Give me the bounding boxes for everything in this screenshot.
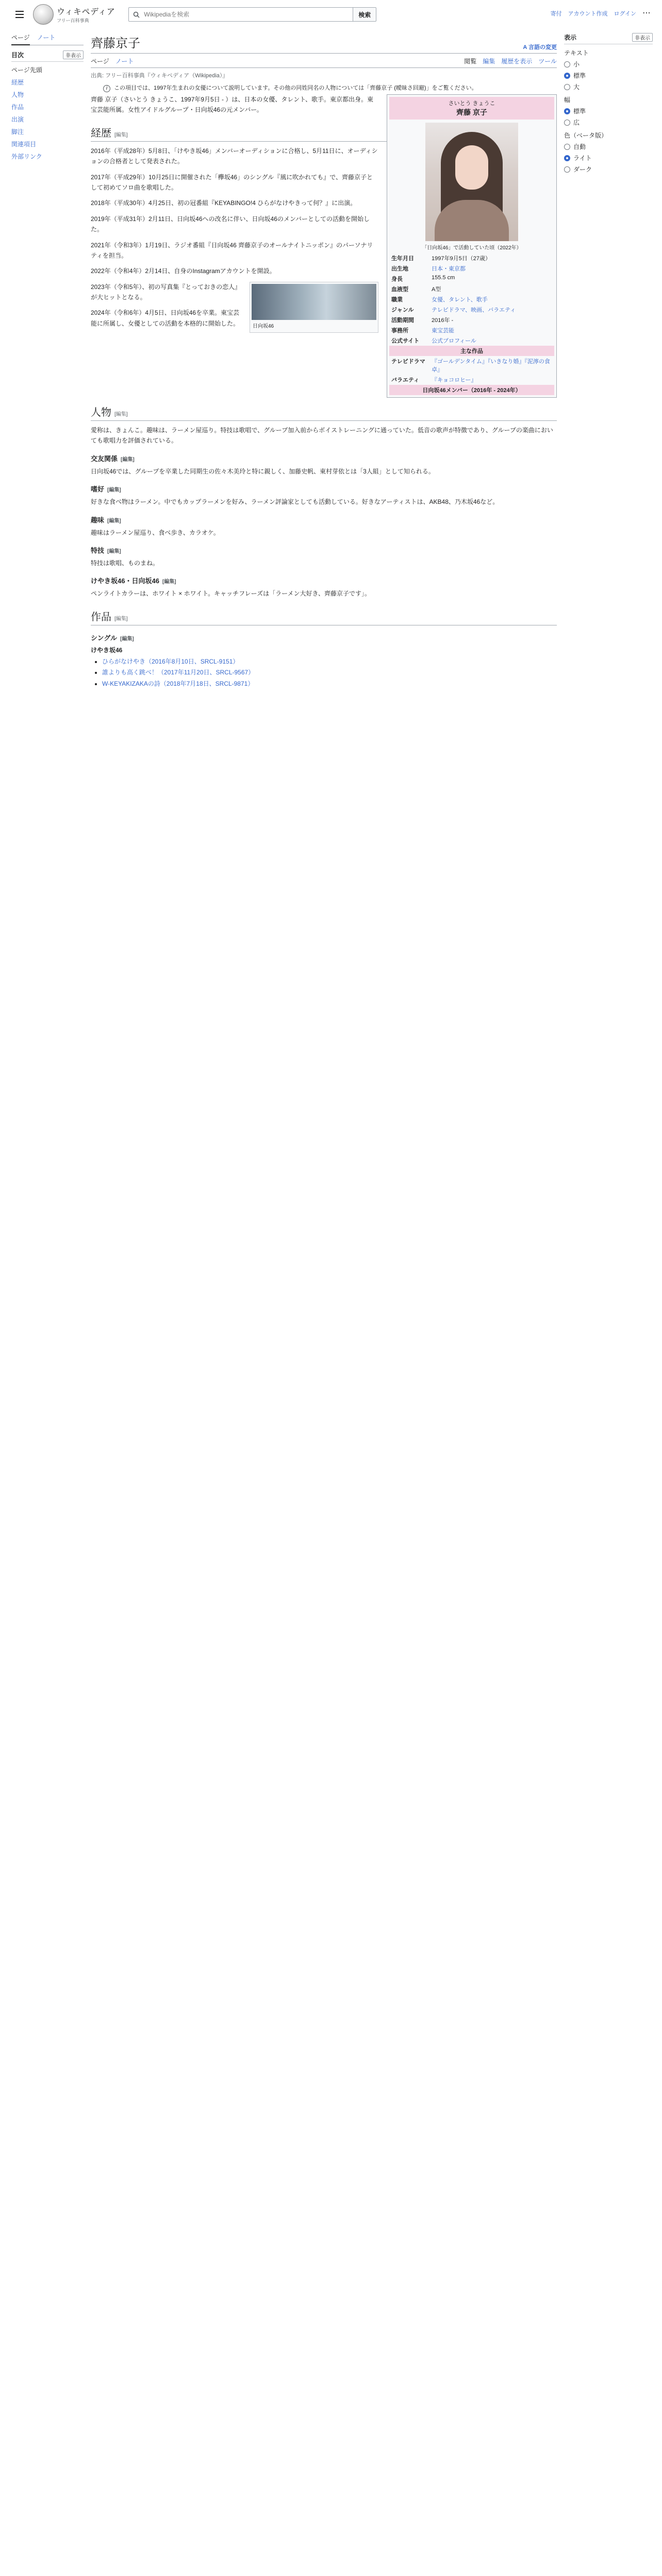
ib-key: 公式サイト: [391, 338, 420, 344]
ib-value[interactable]: 公式プロフィール: [432, 338, 476, 344]
section-person: 人物 [編集]: [91, 404, 557, 421]
history-paragraph: 2018年（平成30年）4月25日、初の冠番組『KEYABINGO!4 ひらがなけやきって何？』に出演。: [91, 199, 357, 207]
infobox-kana: さいとう きょうこ: [448, 100, 495, 107]
color-label: 色（ベータ版）: [564, 132, 608, 139]
main-content: [91, 33, 557, 696]
ib-key: テレビドラマ: [391, 359, 425, 365]
tab-history[interactable]: 履歴を表示: [501, 58, 533, 65]
hatnote: [91, 83, 557, 92]
login-link[interactable]: ログイン: [614, 11, 636, 17]
edit-link[interactable]: [編集]: [114, 132, 128, 138]
singles-list: [91, 656, 557, 690]
single-link[interactable]: 誰よりも高く跳べ！（2017年11月20日、SRCL-9567）: [102, 669, 255, 676]
edit-link[interactable]: [編集]: [114, 412, 128, 417]
edit-link[interactable]: [編集]: [107, 548, 121, 554]
ib-value: 1997年9月5日（27歳）: [432, 256, 491, 262]
toc-item[interactable]: 外部リンク: [11, 153, 42, 160]
lead-paragraph: 齊藤 京子（さいとう きょうこ、1997年9月5日 - ）は、日本の女優、タレント、歌手。東京都出身。東宝芸能所属。女性アイドルグループ・日向坂46の元メンバー。: [91, 96, 373, 114]
history-paragraph: 2016年（平成28年）5月8日、「けやき坂46」メンバーオーディションに合格し、5月11日に、オーディションの合格者として発表された。: [91, 147, 378, 165]
search-field[interactable]: [128, 7, 353, 22]
ib-value: 155.5 cm: [432, 275, 455, 281]
edit-link[interactable]: [編集]: [121, 456, 135, 463]
search-input[interactable]: [143, 10, 339, 19]
logo-title: ウィキペディア: [57, 7, 115, 16]
edit-link[interactable]: [編集]: [107, 518, 121, 524]
tab-article[interactable]: ページ: [91, 58, 109, 65]
width-standard[interactable]: 標準: [564, 107, 653, 115]
edit-link[interactable]: [編集]: [162, 579, 176, 585]
ib-value: 2016年 -: [432, 317, 454, 324]
list-item: [102, 667, 557, 679]
ib-key: 職業: [391, 297, 403, 303]
likes-paragraph: 好きな食べ物はラーメン。中でもカップラーメンを好み、ラーメン評論家としても活動している。好きなアーティストは、AKB48、乃木坂46など。: [91, 498, 499, 506]
history-paragraph: 2022年（令和4年）2月14日、自身のInstagramアカウントを開設。: [91, 267, 276, 275]
color-auto[interactable]: 自動: [564, 142, 653, 151]
concert-photo[interactable]: [250, 282, 378, 333]
left-sidebar: [11, 33, 84, 164]
text-size-small[interactable]: 小: [564, 60, 653, 69]
ib-value[interactable]: 東宝芸能: [432, 328, 454, 334]
section-singles: シングル [編集]: [91, 634, 134, 642]
appearance-title: 表示: [564, 34, 577, 41]
language-button[interactable]: A 言語の変更: [523, 44, 557, 50]
section-works: 作品 [編集]: [91, 608, 557, 625]
infobox-title: [389, 97, 554, 120]
tab-page[interactable]: ページ: [11, 33, 30, 45]
more-options-icon[interactable]: ⋯: [642, 9, 651, 18]
ib-value[interactable]: 女優、タレント、歌手: [432, 297, 488, 303]
history-paragraph: 2017年（平成29年）10月25日に開催された「欅坂46」のシングル『風に吹かれても』で、齊藤京子として初めてソロ曲を歌唱した。: [91, 173, 373, 191]
width-label: 幅: [564, 96, 571, 104]
right-sidebar: [564, 33, 653, 182]
section-hobby: 趣味 [編集]: [91, 516, 121, 524]
info-icon: i: [103, 85, 110, 92]
infobox-works-header: 主な作品: [389, 346, 554, 356]
history-paragraph: 2021年（令和3年）1月19日、ラジオ番組『日向坂46 齊藤京子のオールナイトニッポン』のパーソナリティを担当。: [91, 241, 373, 259]
photo-caption: 日向坂46: [253, 323, 274, 329]
ib-key: ジャンル: [391, 307, 414, 313]
infobox-footer: 日向坂46メンバー（2016年 - 2024年）: [389, 385, 554, 395]
globe-icon: [33, 4, 54, 25]
text-size-standard[interactable]: 標準: [564, 71, 653, 80]
color-light[interactable]: ライト: [564, 154, 653, 162]
section-relations: 交友関係 [編集]: [91, 454, 135, 463]
relations-paragraph: 日向坂46では、グループを卒業した同期生の佐々木美玲と特に親しく、加藤史帆、東村芽依とは「3人組」として知られる。: [91, 467, 435, 475]
edit-link[interactable]: [編集]: [107, 487, 121, 494]
ib-value[interactable]: 『ゴールデンタイム』『いきなり婚』『泥濘の食卓』: [432, 359, 550, 373]
color-dark[interactable]: ダーク: [564, 165, 653, 174]
table-of-contents: [11, 50, 84, 161]
history-paragraph: 2023年（令和5年）、初の写真集『とっておきの恋人』が大ヒットとなる。: [91, 283, 241, 301]
site-header: [0, 0, 662, 29]
toc-item[interactable]: 出演: [11, 116, 24, 123]
section-history: 経歴 [編集]: [91, 125, 557, 142]
infobox: [387, 94, 557, 398]
toc-item[interactable]: 人物: [11, 91, 24, 98]
history-paragraph: 2024年（令和6年）4月5日、日向坂46を卒業。東宝芸能に所属し、女優としての活動を本格的に開始した。: [91, 309, 240, 327]
photo-caption: 「日向坂46」で活動していた頃（2022年）: [422, 245, 522, 251]
ib-key: 活動期間: [391, 317, 414, 324]
text-size-large[interactable]: 大: [564, 82, 653, 91]
portrait-photo[interactable]: [425, 123, 518, 241]
page-title: 齊藤京子: [91, 37, 140, 50]
appearance-hide-button[interactable]: 非表示: [632, 33, 653, 42]
ib-value[interactable]: 『キョコロヒー』: [432, 377, 477, 383]
toc-item[interactable]: 脚注: [11, 128, 24, 135]
list-item: [102, 679, 557, 690]
tab-read[interactable]: 閲覧: [464, 58, 477, 65]
ib-key: 血液型: [391, 286, 408, 293]
ib-value[interactable]: 日本・東京都: [432, 266, 466, 272]
person-paragraph: 愛称は、きょんこ。趣味は、ラーメン屋巡り。特技は歌唱で、グループ加入前からボイストレーニングに通っていた。低音の歌声が特徴であり、グループの楽曲においても歌唱力を評価されている。: [91, 427, 553, 445]
toc-item[interactable]: ページ先頭: [11, 66, 42, 74]
edit-link[interactable]: [編集]: [120, 636, 134, 642]
tab-tools[interactable]: ツール: [538, 58, 557, 65]
logo-tagline: フリー百科事典: [57, 18, 89, 23]
edit-link[interactable]: [編集]: [114, 616, 128, 622]
tab-talk[interactable]: ノート: [37, 34, 56, 41]
group-paragraph: ペンライトカラーは、ホワイト × ホワイト。キャッチフレーズは「ラーメン大好き、齊藤京子です」。: [91, 590, 371, 598]
toc-item[interactable]: 経歴: [11, 79, 24, 86]
toc-title: 目次: [11, 52, 24, 59]
ib-key: 生年月日: [391, 256, 414, 262]
ib-value[interactable]: テレビドラマ、映画、バラエティ: [432, 307, 516, 313]
text-size-label: テキスト: [564, 49, 589, 57]
main-menu-button[interactable]: [11, 6, 28, 23]
singles-subheading: けやき坂46: [91, 646, 123, 654]
infobox-name: 齊藤 京子: [456, 108, 487, 116]
create-account-link[interactable]: アカウント作成: [568, 11, 608, 17]
width-wide[interactable]: 広: [564, 118, 653, 127]
source-note: 出典: フリー百科事典『ウィキペディア（Wikipedia）』: [91, 73, 228, 79]
single-link[interactable]: W-KEYAKIZAKAの詩（2018年7月18日、SRCL-9871）: [102, 680, 254, 687]
donate-link[interactable]: 寄付: [550, 11, 562, 17]
ib-value: A型: [432, 286, 441, 293]
search-button[interactable]: 検索: [353, 7, 376, 22]
tab-edit[interactable]: 編集: [483, 58, 495, 65]
section-skill: 特技 [編集]: [91, 546, 121, 554]
hobby-paragraph: 趣味はラーメン屋巡り、食べ歩き、カラオケ。: [91, 529, 220, 536]
hatnote-text: この項目では、1997年生まれの女優について説明しています。その他の同姓同名の人物については「齊藤京子 (曖昧さ回避)」をご覧ください。: [114, 85, 477, 91]
search-icon: [133, 11, 140, 18]
appearance-panel: [564, 33, 653, 174]
ib-key: 身長: [391, 276, 403, 282]
single-link[interactable]: ひらがなけやき（2016年8月10日、SRCL-9151）: [102, 657, 239, 665]
section-group: けやき坂46・日向坂46 [編集]: [91, 577, 176, 585]
toc-hide-button[interactable]: 非表示: [63, 50, 84, 59]
toc-item[interactable]: 作品: [11, 104, 24, 111]
skill-paragraph: 特技は歌唱、ものまね。: [91, 559, 159, 567]
tab-discussion[interactable]: ノート: [115, 58, 134, 65]
list-item: [102, 656, 557, 668]
toc-item[interactable]: 関連項目: [11, 141, 37, 148]
infobox-table: [389, 253, 554, 395]
ib-key: バラエティ: [391, 377, 420, 383]
ib-key: 事務所: [391, 328, 408, 334]
wikipedia-logo[interactable]: [33, 4, 115, 25]
section-likes: 嗜好 [編集]: [91, 485, 121, 494]
history-paragraph: 2019年（平成31年）2月11日、日向坂46への改名に伴い、日向坂46のメンバーとしての活動を開始した。: [91, 215, 370, 233]
ib-key: 出生地: [391, 266, 408, 272]
